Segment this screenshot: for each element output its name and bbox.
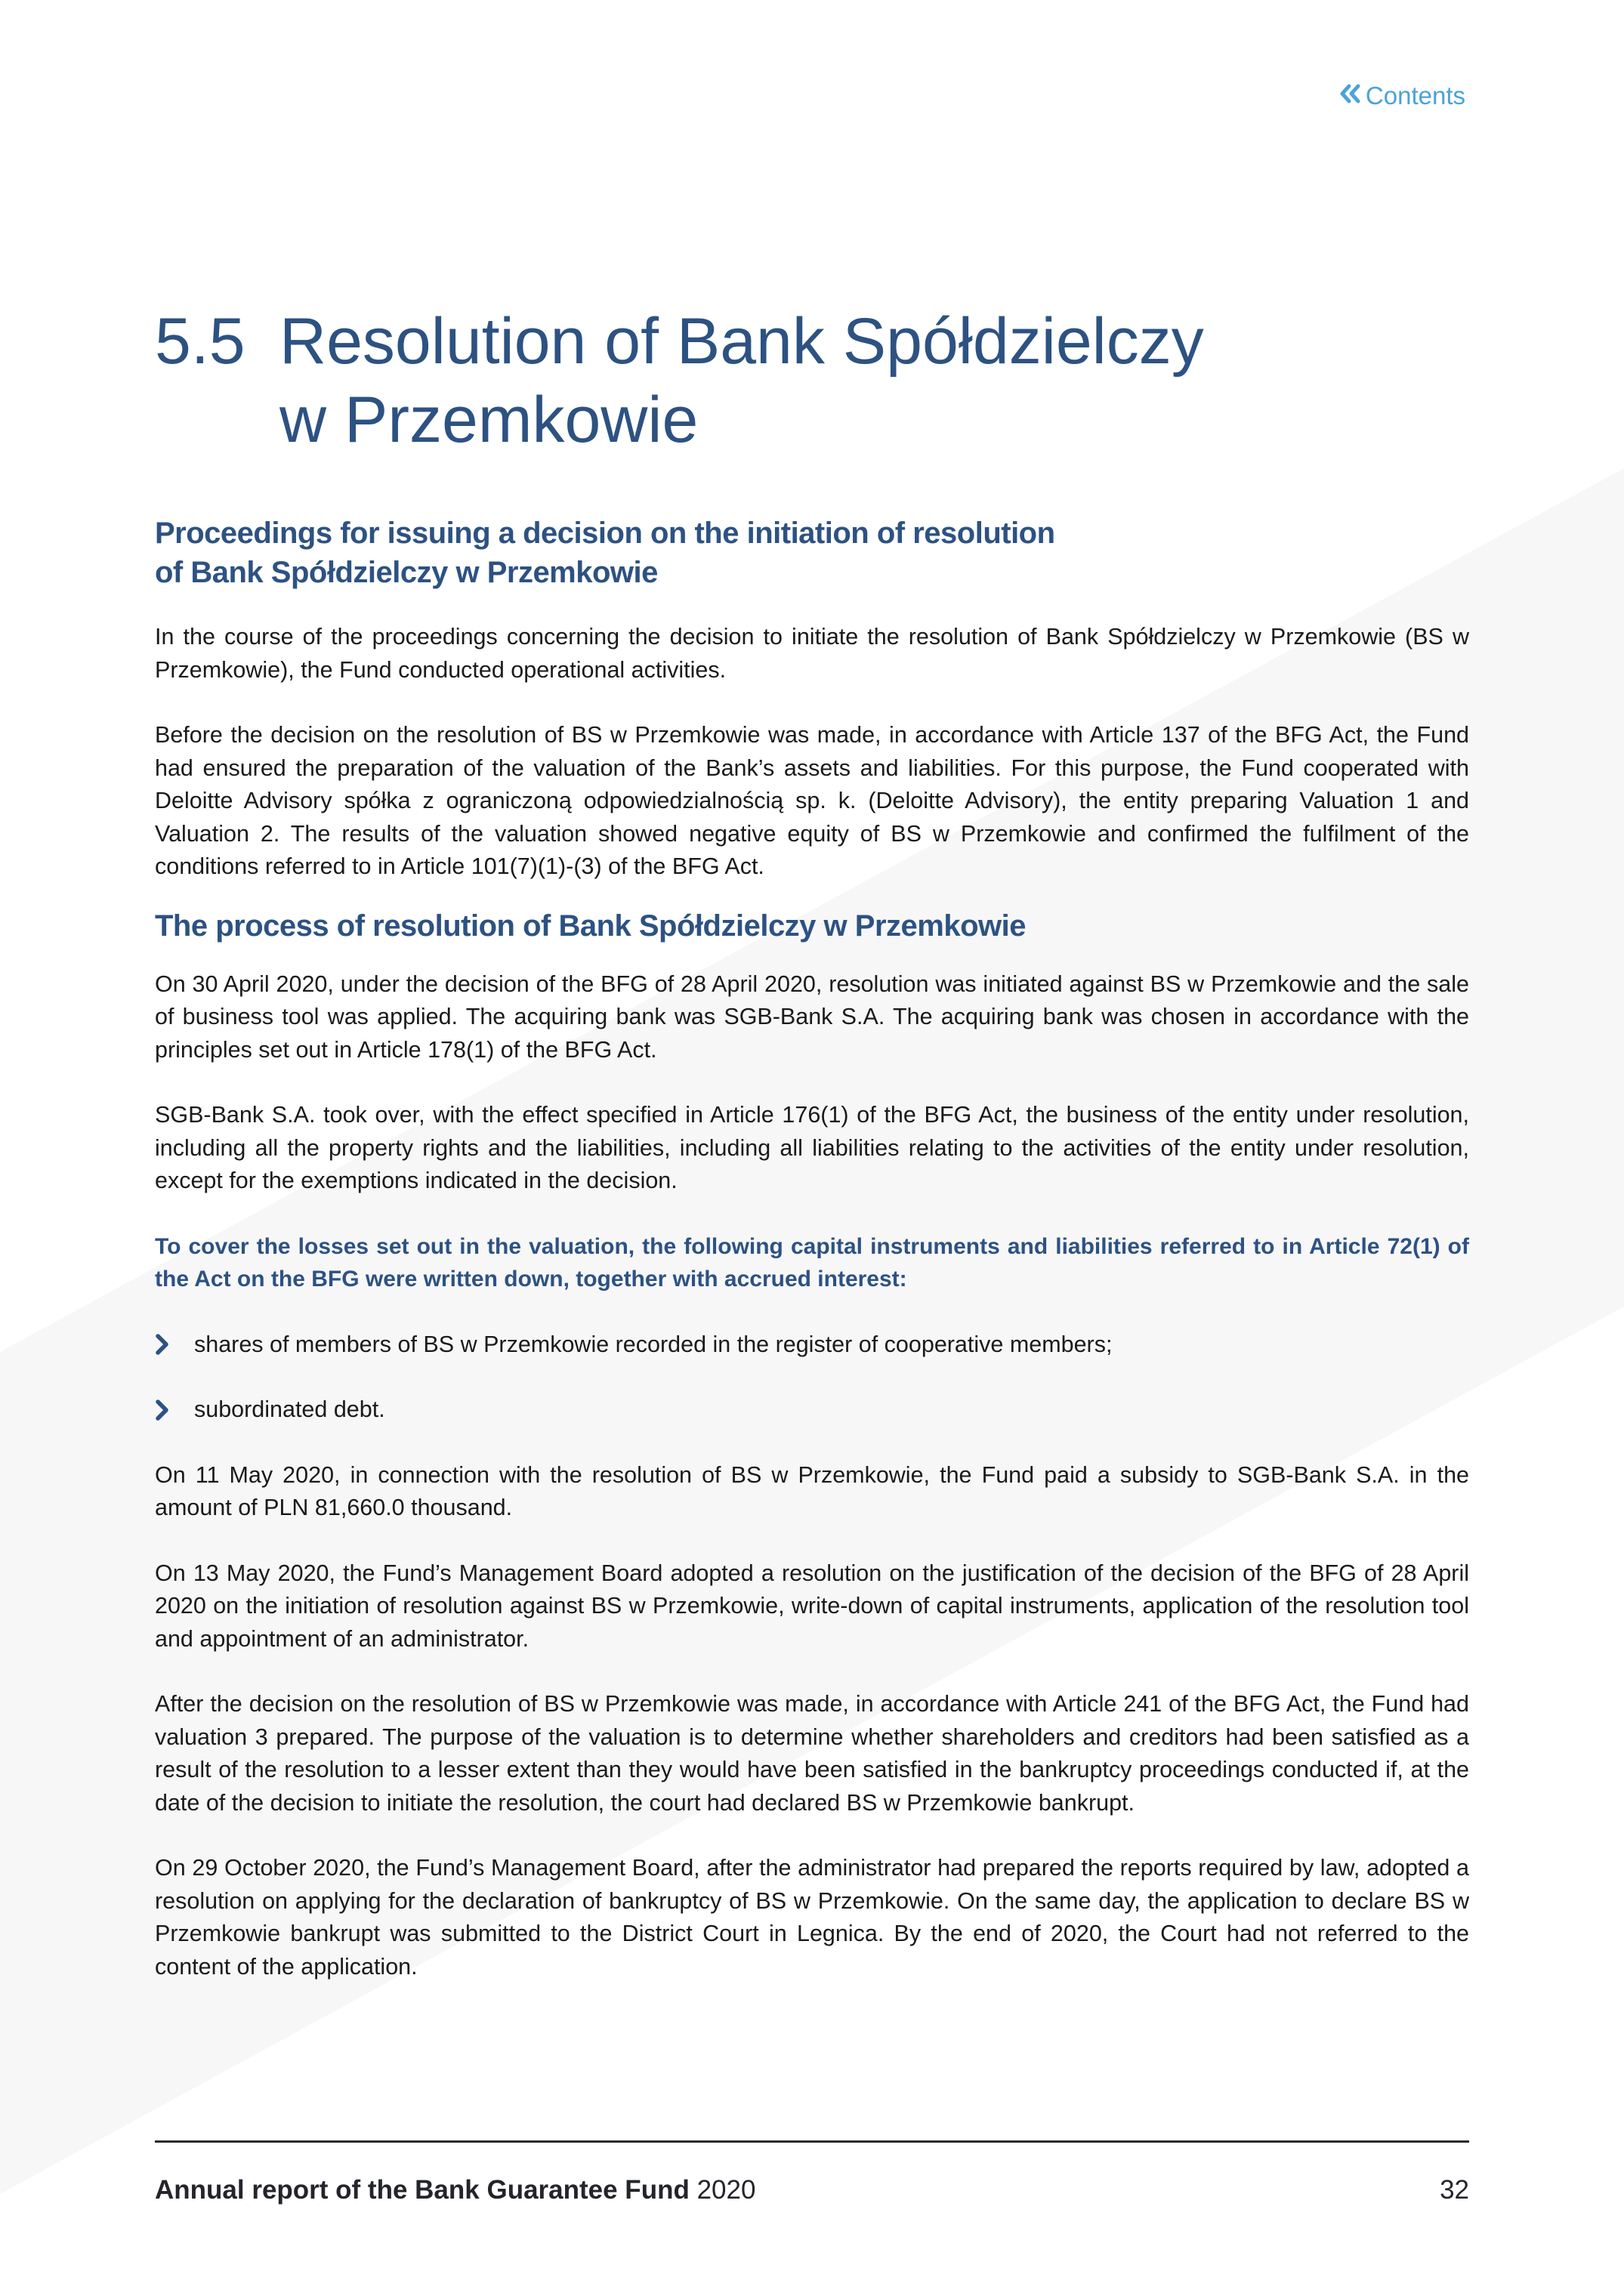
chapter-title: [155, 302, 1439, 459]
contents-link[interactable]: [1338, 82, 1465, 110]
list-item: [155, 1329, 1469, 1362]
list-item: [155, 1393, 1469, 1427]
footer-report-title: Annual report of the Bank Guarantee Fund 2020: [155, 2175, 756, 2205]
list-item-text: shares of members of BS w Przemkowie recorded in the register of cooperative members;: [194, 1331, 1113, 1357]
paragraph: On 30 April 2020, under the decision of the BFG of 28 April 2020, resolution was initiated against BS w Przemkowie and the sale of business tool was applied. The acquiring bank was SGB-Bank S.A. The acquiring bank was chosen in accordance with the principles set out in Article 178(1) of the BFG Act.: [155, 971, 1469, 1063]
paragraph: After the decision on the resolution of BS w Przemkowie was made, in accordance with Article 241 of the BFG Act, the Fund had valuation 3 prepared. The purpose of the valuation is to determine whether shareholders and creditors had been satisfied as a result of the resolution to a lesser extent than they would have been satisfied in the bankruptcy proceedings conducted if, at the date of the decision to initiate the resolution, the court had declared BS w Przemkowie bankrupt.: [155, 1691, 1469, 1816]
chapter-number: 5.5: [155, 305, 245, 378]
section2-heading: The process of resolution of Bank Spółdzielczy w Przemkowie: [155, 909, 1026, 943]
paragraph: SGB-Bank S.A. took over, with the effect specified in Article 176(1) of the BFG Act, the business of the entity under resolution, including all the property rights and the liabilities, including all liabilities relating to the activities of the entity under resolution, except for the exemptions indicated in the decision.: [155, 1102, 1469, 1193]
contents-label: Contents: [1365, 82, 1465, 110]
paragraph: On 13 May 2020, the Fund’s Management Board adopted a resolution on the justification of the decision of the BFG of 28 April 2020 on the initiation of resolution against BS w Przemkowie, write-down of capital instruments, application of the resolution tool and appointment of an administrator.: [155, 1560, 1469, 1652]
main-content: [155, 514, 1469, 1983]
list-item-text: subordinated debt.: [194, 1396, 385, 1422]
section1-heading: Proceedings for issuing a decision on the initiation of resolution of Bank Spółdzielczy w Przemkowie: [155, 517, 1055, 589]
chapter-title-line1: Resolution of Bank Spółdzielczy: [279, 305, 1204, 378]
paragraph: On 29 October 2020, the Fund’s Management Board, after the administrator had prepared the reports required by law, adopted a resolution on applying for the declaration of bankruptcy of BS w Przemkowie. On the same day, the application to declare BS w Przemkowie bankrupt was submitted to the District Court in Legnica. By the end of 2020, the Court had not referred to the content of the application.: [155, 1855, 1469, 1980]
paragraph: On 11 May 2020, in connection with the resolution of BS w Przemkowie, the Fund paid a subsidy to SGB-Bank S.A. in the amount of PLN 81,660.0 thousand.: [155, 1461, 1469, 1520]
double-chevron-left-icon: [1338, 83, 1361, 109]
page-number: 32: [1440, 2175, 1469, 2205]
chapter-title-line2: w Przemkowie: [279, 384, 699, 456]
paragraph: In the course of the proceedings concerning the decision to initiate the resolution of Bank Spółdzielczy w Przemkowie (BS w Przemkowie), the Fund conducted operational activities.: [155, 624, 1469, 683]
emphasis-paragraph: To cover the losses set out in the valuation, the following capital instruments and liabilities referred to in Article 72(1) of the Act on the BFG were written down, together with accrued interest:: [155, 1233, 1469, 1292]
paragraph: Before the decision on the resolution of BS w Przemkowie was made, in accordance with Article 137 of the BFG Act, the Fund had ensured the preparation of the valuation of the Bank’s assets and liabilities. For this purpose, the Fund cooperated with Deloitte Advisory spółka z ograniczoną odpowiedzialnością sp. k. (Deloitte Advisory), the entity preparing Valuation 1 and Valuation 2. The results of the valuation showed negative equity of BS w Przemkowie and confirmed the fulfilment of the conditions referred to in Article 101(7)(1)-(3) of the BFG Act.: [155, 722, 1469, 879]
chevron-right-icon: [155, 1399, 194, 1421]
footer-divider: [155, 2140, 1469, 2143]
chevron-right-icon: [155, 1333, 194, 1356]
